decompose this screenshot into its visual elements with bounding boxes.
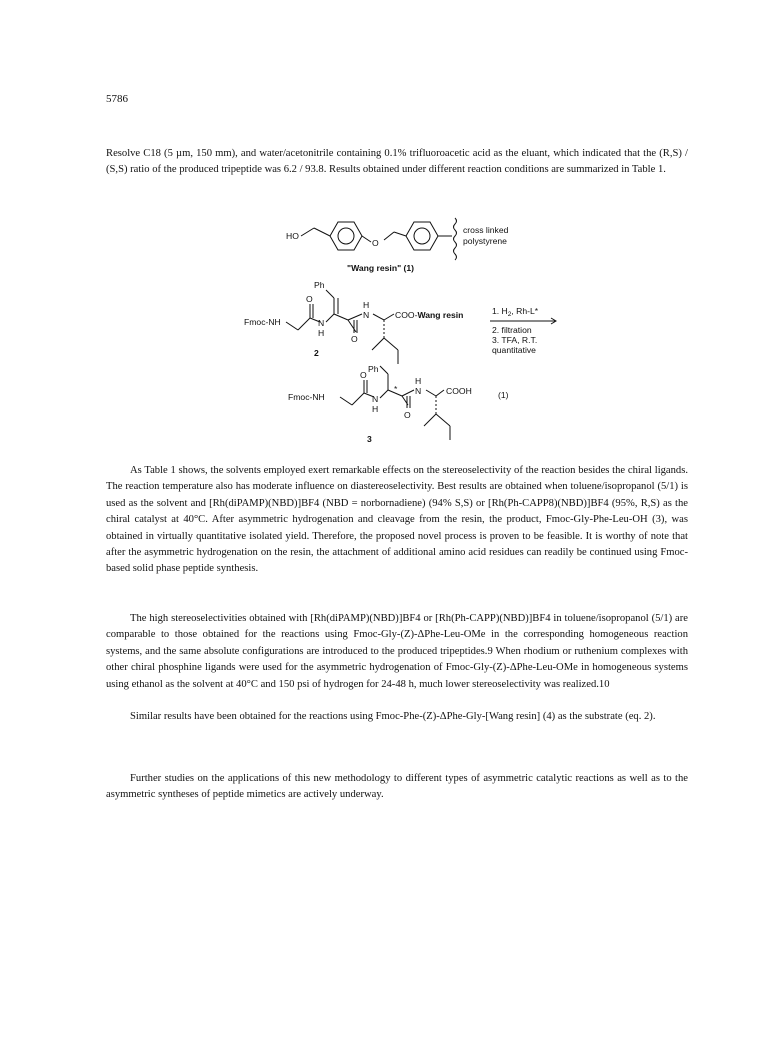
paragraph-3: The high stereoselectivities obtained with [Rh(diPAMP)(NBD)]BF4 or [Rh(Ph-CAPP)(NBD)]BF4 in toluene/isopropanol (5/1) are comparable to those obtained for the reactions using Fmoc-Gly-(Z)-ΔPhe-Leu-OMe in the corresponding homogeneous reaction systems, and the same absolute configurations are introduced to the produced tripeptides.9 When rhodium or ruthenium complexes with other chiral phosphine ligands were used for the asymmetric hydrogenation of Fmoc-Gly-(Z)-ΔPhe-Leu-OMe in homogeneous systems using ethanol as the solvent at 40°C and 150 psi of hydrogen for 24-48 h, much lower stereoselectivity was realized.10: [106, 613, 688, 690]
resin-label-line2: polystyrene: [463, 236, 507, 246]
page-number: 5786: [106, 93, 128, 105]
carbonyl-oxygen-3a: O: [360, 370, 367, 380]
phenyl-label-3: Ph: [368, 364, 379, 374]
amide-nitrogen-2a: N: [318, 318, 325, 328]
ether-oxygen-label: O: [372, 238, 379, 248]
paragraph-1: Resolve C18 (5 µm, 150 mm), and water/acetonitrile containing 0.1% trifluoroacetic acid as the eluant, which indicated that the (R,S) / (S,S) ratio of the produced tripeptide was 6.2 / 93.8. Results obtained under different reaction conditions are summarized in Table 1.: [106, 148, 688, 176]
compound-2-label: 2: [314, 348, 319, 358]
condition-4: quantitative: [492, 345, 536, 355]
fmoc-nh-label-3: Fmoc-NH: [288, 392, 325, 402]
amide-nitrogen-3b: N: [415, 386, 422, 396]
amide-hydrogen-2a: H: [318, 328, 325, 338]
stereocenter-star: *: [394, 384, 398, 394]
condition-3: 3. TFA, R.T.: [492, 335, 538, 345]
ho-label: HO: [286, 231, 299, 241]
condition-2: 2. filtration: [492, 325, 532, 335]
resin-label-line1: cross linked: [463, 225, 509, 235]
carbonyl-oxygen-2a: O: [306, 294, 313, 304]
paragraph-4: Similar results have been obtained for the reactions using Fmoc-Phe-(Z)-ΔPhe-Gly-[Wang resin] (4) as the substrate (eq. 2).: [130, 711, 656, 722]
amide-hydrogen-2b: H: [363, 300, 370, 310]
amide-hydrogen-3a: H: [372, 404, 379, 414]
cooh-label: COOH: [446, 386, 472, 396]
paragraph-2: As Table 1 shows, the solvents employed exert remarkable effects on the stereoselectivity of the reaction besides the chiral ligands. The reaction temperature also has moderate influence on diastereoselectivity. Best results are obtained when toluene/isopropanol (5/1) is used as the solvent and [Rh(diPAMP)(NBD)]BF4 (NBD = norbornadiene) (94% S,S) or [Rh(Ph-CAPP8)(NBD)]BF4 (95%, R,S) as the chiral catalyst at 40°C. After asymmetric hydrogenation and cleavage from the resin, the product, Fmoc-Gly-Phe-Leu-OH (3), was obtained in virtually quantitative isolated yield. Therefore, the proposed novel process is proven to be feasible. It is worthy of note that after the asymmetric hydrogenation on the resin, the attachment of additional amino acid residues can readily be continued using Fmoc-based solid phase peptide synthesis.: [106, 465, 688, 575]
reaction-scheme: [0, 0, 768, 470]
amide-nitrogen-2b: N: [363, 310, 370, 320]
wang-resin-caption: "Wang resin" (1): [347, 263, 415, 273]
carbonyl-oxygen-3b: O: [404, 410, 411, 420]
carbonyl-oxygen-2b: O: [351, 334, 358, 344]
phenyl-label-2: Ph: [314, 280, 325, 290]
amide-hydrogen-3b: H: [415, 376, 422, 386]
equation-number: (1): [498, 390, 509, 400]
condition-1: 1. $H_2$, Rh-L*: [492, 306, 539, 318]
paragraph-5: Further studies on the applications of this new methodology to different types of asymmetric catalytic reactions as well as to the asymmetric syntheses of peptide mimetics are actively underway.: [106, 773, 688, 801]
coo-wang-resin-label: COO-Wang resin: [395, 310, 464, 320]
compound-3-label: 3: [367, 434, 372, 444]
fmoc-nh-label-2: Fmoc-NH: [244, 317, 281, 327]
amide-nitrogen-3a: N: [372, 394, 379, 404]
